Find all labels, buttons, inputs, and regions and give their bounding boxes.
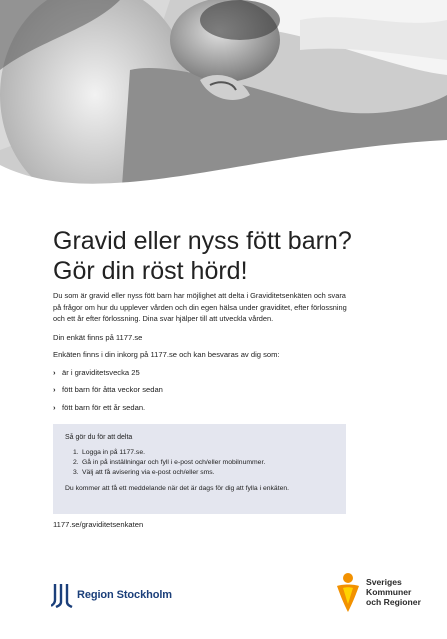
skr-logo (334, 572, 421, 614)
bullet-item (53, 385, 163, 394)
region-stockholm-name: Region Stockholm (77, 589, 172, 601)
bullet-text: är i graviditetsvecka 25 (62, 368, 140, 377)
instruction-step: 3. Välj att få avisering via e-post och/eller sms. (73, 469, 215, 476)
instruction-step: 2. Gå in på inställningar och fyll i e-post och/eller mobilnummer. (73, 459, 266, 466)
survey-location-text: Din enkät finns på 1177.se (53, 333, 143, 342)
instructions-box (53, 424, 346, 514)
intro-paragraph: Du som är gravid eller nyss fött barn har möjlighet att delta i Graviditetsenkäten och svara på frågor om hur du upplever vården och din egen hälsa under graviditet, efter förlossning och ett år efter förlossning. Dina svar hjälper till att utveckla vården. (53, 291, 347, 323)
hero-photo (0, 0, 447, 215)
chevron-right-icon: › (53, 385, 56, 394)
headline-line-2: Gör din röst hörd! (53, 257, 248, 285)
bullet-text: fött barn för åtta veckor sedan (62, 385, 163, 394)
chevron-right-icon: › (53, 403, 56, 412)
instructions-note: Du kommer att få ett meddelande när det är dags för dig att fylla i enkäten. (65, 485, 290, 492)
bullet-item (53, 403, 145, 412)
instructions-title: Så gör du för att delta (65, 434, 133, 441)
skr-figure-mark-icon (334, 572, 362, 614)
chevron-right-icon: › (53, 368, 56, 377)
bullet-item (53, 368, 140, 377)
instruction-step: 1. Logga in på 1177.se. (73, 449, 145, 456)
skr-name: Sveriges Kommuner och Regioner (366, 577, 421, 607)
region-stockholm-mark-icon (51, 582, 73, 608)
hero-photo-illustration (0, 0, 447, 215)
bullet-text: fött barn för ett år sedan. (62, 403, 146, 412)
survey-link[interactable]: 1177.se/graviditetsenkaten (53, 520, 144, 529)
headline-line-1: Gravid eller nyss fött barn? (53, 227, 352, 255)
region-stockholm-logo (51, 582, 172, 608)
inbox-text: Enkäten finns i din inkorg på 1177.se och kan besvaras av dig som: (53, 350, 280, 359)
headline (53, 226, 423, 286)
